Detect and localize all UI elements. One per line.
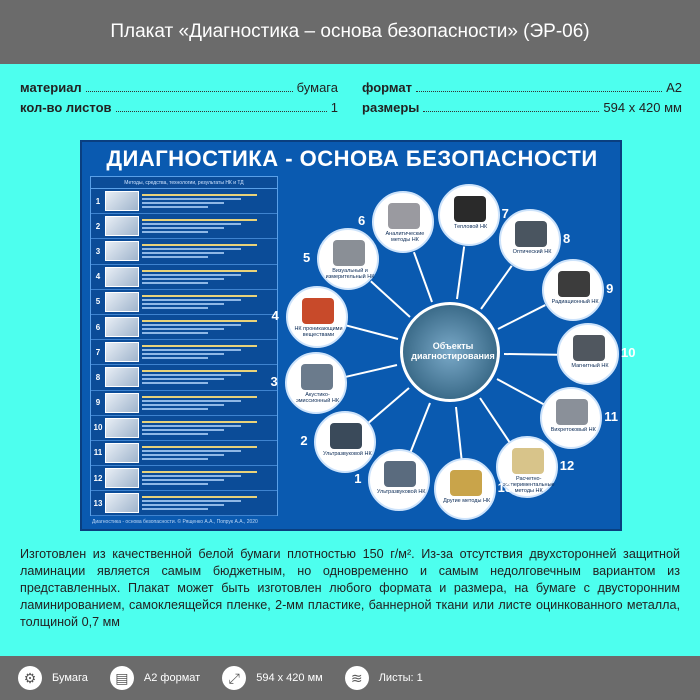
footer-item-material (18, 666, 88, 690)
table-row-number: 9 (95, 398, 101, 408)
method-label: Радиационный НК (551, 298, 599, 305)
text-line (142, 504, 224, 506)
footer-item-text: Листы: 1 (378, 672, 423, 684)
method-label: Ультразвуковой НК (323, 451, 372, 457)
method-node (542, 259, 614, 321)
method-illustration (330, 423, 362, 449)
table-row-text (142, 394, 277, 412)
table-row-number: 8 (95, 372, 101, 382)
text-line (142, 270, 257, 272)
text-line (142, 396, 257, 398)
table-row-thumbnail (105, 493, 139, 513)
spec-label: формат (362, 80, 412, 95)
spec-dots (423, 100, 599, 112)
table-row-text (142, 293, 277, 311)
text-line (142, 295, 257, 297)
spec-value: 594 х 420 мм (603, 100, 682, 115)
method-node (354, 449, 430, 511)
table-row-thumbnail (105, 191, 139, 211)
text-line (142, 223, 241, 225)
text-line (142, 248, 241, 250)
text-line (142, 483, 208, 485)
poster-title: ДИАГНОСТИКА - ОСНОВА БЕЗОПАСНОСТИ (106, 146, 598, 171)
table-row-text (142, 242, 277, 260)
text-line (142, 450, 241, 452)
method-label: Ультразвуковой НК (376, 489, 426, 496)
spec-format (362, 80, 682, 98)
table-row-number: 6 (95, 322, 101, 332)
text-line (142, 479, 224, 481)
table-row-thumbnail (105, 267, 139, 287)
text-line (142, 252, 224, 254)
method-number: 2 (300, 433, 308, 448)
table-row-thumbnail (105, 216, 139, 236)
text-line (142, 382, 208, 384)
poster-methods-table (90, 176, 278, 516)
table-row-text (142, 318, 277, 336)
table-row-thumbnail (105, 443, 139, 463)
text-line (142, 345, 257, 347)
text-line (142, 206, 208, 208)
text-line (142, 508, 208, 510)
method-node (300, 411, 376, 473)
connector-arrow (370, 280, 411, 317)
table-row-thumbnail (105, 292, 139, 312)
footer-item-text: 594 х 420 мм (256, 672, 323, 684)
method-number: 5 (303, 250, 311, 265)
table-row-text (142, 494, 277, 512)
text-line (142, 400, 241, 402)
table-row (91, 189, 277, 214)
method-illustration (302, 298, 334, 324)
table-row-number: 5 (95, 297, 101, 307)
method-illustration (512, 448, 544, 474)
text-line (142, 421, 257, 423)
text-line (142, 471, 257, 473)
table-row-number: 7 (95, 347, 101, 357)
table-row-thumbnail (105, 241, 139, 261)
table-row-number: 2 (95, 221, 101, 231)
table-row (91, 491, 277, 516)
table-row-text (142, 469, 277, 487)
footer-item-size (222, 666, 323, 690)
table-row (91, 340, 277, 365)
method-node (540, 387, 618, 449)
method-label: Акустико-эмиссионный НК (295, 392, 340, 405)
method-number: 10 (620, 345, 636, 360)
method-number: 6 (357, 213, 366, 229)
table-row-text (142, 444, 277, 462)
table-row (91, 214, 277, 239)
table-row-text (142, 192, 277, 210)
footer-bar (0, 656, 700, 700)
method-node (434, 458, 513, 520)
method-illustration (388, 203, 420, 229)
method-illustration (384, 461, 416, 487)
table-row-number: 3 (95, 246, 101, 256)
table-row-text (142, 217, 277, 235)
spec-sheets (20, 100, 338, 118)
text-line (142, 404, 224, 406)
table-row-thumbnail (105, 393, 139, 413)
text-line (142, 458, 208, 460)
method-number: 9 (606, 280, 614, 296)
method-node (357, 191, 434, 253)
text-line (142, 374, 241, 376)
table-row-number: 1 (95, 196, 101, 206)
text-line (142, 357, 208, 359)
method-label: Другие методы НК (443, 498, 491, 505)
table-row-number: 4 (95, 272, 101, 282)
method-number: 13 (497, 480, 513, 496)
text-line (142, 198, 241, 200)
connector-arrow (456, 247, 465, 300)
connector-arrow (410, 403, 431, 453)
method-node (270, 352, 347, 414)
method-label: Визуальный и измерительный НК (325, 268, 375, 280)
text-line (142, 349, 241, 351)
method-number: 4 (271, 308, 279, 324)
method-number: 1 (354, 471, 362, 487)
method-label: Аналитические методы НК (385, 231, 425, 244)
table-row (91, 391, 277, 416)
text-line (142, 433, 208, 435)
text-line (142, 282, 208, 284)
text-line (142, 274, 241, 276)
table-header: Методы, средства, технологии, результаты НК и ТД (91, 177, 277, 189)
method-illustration (450, 470, 482, 496)
connector-arrow (368, 387, 409, 423)
method-illustration (301, 364, 333, 390)
spec-dots (116, 100, 327, 112)
text-line (142, 454, 224, 456)
method-number: 8 (563, 230, 571, 246)
table-row-thumbnail (105, 342, 139, 362)
text-line (142, 278, 224, 280)
spec-value: 1 (330, 100, 338, 115)
text-line (142, 370, 257, 372)
spec-value: A2 (666, 80, 682, 95)
table-row (91, 239, 277, 264)
method-label: Тепловой НК (454, 224, 488, 231)
table-row-thumbnail (105, 317, 139, 337)
poster-footer: Диагностика - основа безопасности. © Рященко А.А., Попрук А.А., 2020 (92, 519, 258, 525)
table-row (91, 290, 277, 315)
connector-arrow (413, 252, 433, 303)
connector-arrow (498, 304, 546, 330)
method-number: 12 (559, 457, 575, 473)
method-illustration (558, 271, 590, 297)
spec-dots (86, 80, 293, 92)
table-row-number: 10 (93, 423, 103, 433)
table-row-thumbnail (105, 418, 139, 438)
footer-item-text: Бумага (52, 672, 88, 684)
page-title: Плакат «Диагностика – основа безопасности» (ЭР-06) (110, 21, 590, 42)
table-row-number: 13 (93, 498, 103, 508)
spec-material (20, 80, 338, 98)
table-row (91, 365, 277, 390)
table-row (91, 466, 277, 491)
diagnostics-wheel (270, 176, 636, 528)
method-label: Вихретоковый НК (550, 426, 596, 433)
method-label: Расчетно-экспериментальные методы НК (502, 475, 555, 494)
spec-label: размеры (362, 100, 420, 115)
text-line (142, 299, 241, 301)
spec-size (362, 100, 682, 118)
product-description: Изготовлен из качественной белой бумаги плотностью 150 г/м². Из-за отсутствия двухсторонней защитной ламинации является самым бюджетным, но одновременно и самым недолговечным вариантом из представленных. Плакат может быть изготовлен любого формата и размера, на бумаге с двусторонним ламинированием, самоклеящейся пленке, 2-мм пластике, баннерной ткани или листе оцинкованного металла, толщиной 0,7 мм (20, 547, 680, 629)
method-illustration (515, 221, 547, 247)
poster-image[interactable] (80, 140, 636, 531)
connector-arrow (455, 407, 463, 460)
method-node (499, 209, 571, 271)
table-row-number: 11 (93, 448, 103, 458)
text-line (142, 332, 208, 334)
footer-item-format (110, 666, 200, 690)
connector-arrow (497, 378, 545, 405)
footer-item-text: A2 формат (143, 672, 201, 684)
text-line (142, 231, 208, 233)
connector-arrow (479, 397, 510, 442)
text-line (142, 475, 241, 477)
spec-value: бумага (296, 80, 338, 95)
text-line (142, 328, 224, 330)
table-row (91, 441, 277, 466)
method-node (303, 228, 379, 290)
header-bar (0, 0, 700, 64)
text-line (142, 500, 241, 502)
specs-panel (20, 80, 682, 120)
table-row-text (142, 368, 277, 386)
table-row-text (142, 268, 277, 286)
spec-label: материал (20, 80, 82, 95)
gear-icon: ⚙ (18, 666, 42, 690)
method-node (438, 184, 509, 246)
table-row (91, 265, 277, 290)
table-row (91, 416, 277, 441)
method-number: 3 (270, 374, 278, 390)
text-line (142, 307, 208, 309)
text-line (142, 256, 208, 258)
text-line (142, 429, 224, 431)
connector-arrow (504, 353, 557, 356)
table-row-text (142, 419, 277, 437)
connector-arrow (346, 364, 398, 378)
text-line (142, 378, 224, 380)
center-objects-circle (400, 302, 500, 402)
text-line (142, 244, 257, 246)
text-line (142, 194, 257, 196)
method-number: 11 (604, 408, 618, 424)
method-node (271, 286, 348, 348)
text-line (142, 202, 224, 204)
table-row (91, 315, 277, 340)
table-row-text (142, 343, 277, 361)
spec-label: кол-во листов (20, 100, 112, 115)
footer-item-sheets (345, 666, 423, 690)
text-line (142, 353, 224, 355)
text-line (142, 324, 241, 326)
method-illustration (333, 240, 365, 266)
text-line (142, 227, 224, 229)
text-line (142, 425, 241, 427)
table-row-thumbnail (105, 468, 139, 488)
spec-dots (416, 80, 662, 92)
method-illustration (573, 335, 605, 361)
method-node (557, 323, 636, 385)
center-label: Объекты диагностирования (411, 341, 495, 361)
text-line (142, 219, 257, 221)
method-label: Магнитный НК (571, 363, 609, 369)
connector-arrow (480, 265, 512, 309)
text-line (142, 446, 257, 448)
expand-icon: ⤢ (222, 666, 246, 690)
table-row-thumbnail (105, 367, 139, 387)
text-line (142, 303, 224, 305)
text-line (142, 496, 257, 498)
document-icon: ▤ (110, 666, 134, 690)
method-illustration (454, 196, 486, 222)
table-row-number: 12 (93, 473, 103, 483)
method-label: Оптический НК (512, 248, 552, 255)
method-number: 7 (501, 206, 509, 222)
connector-arrow (346, 325, 398, 340)
text-line (142, 408, 208, 410)
method-illustration (556, 399, 588, 425)
method-label: НК проникающими веществами (294, 326, 343, 339)
layers-icon: ≋ (345, 666, 369, 690)
text-line (142, 320, 257, 322)
